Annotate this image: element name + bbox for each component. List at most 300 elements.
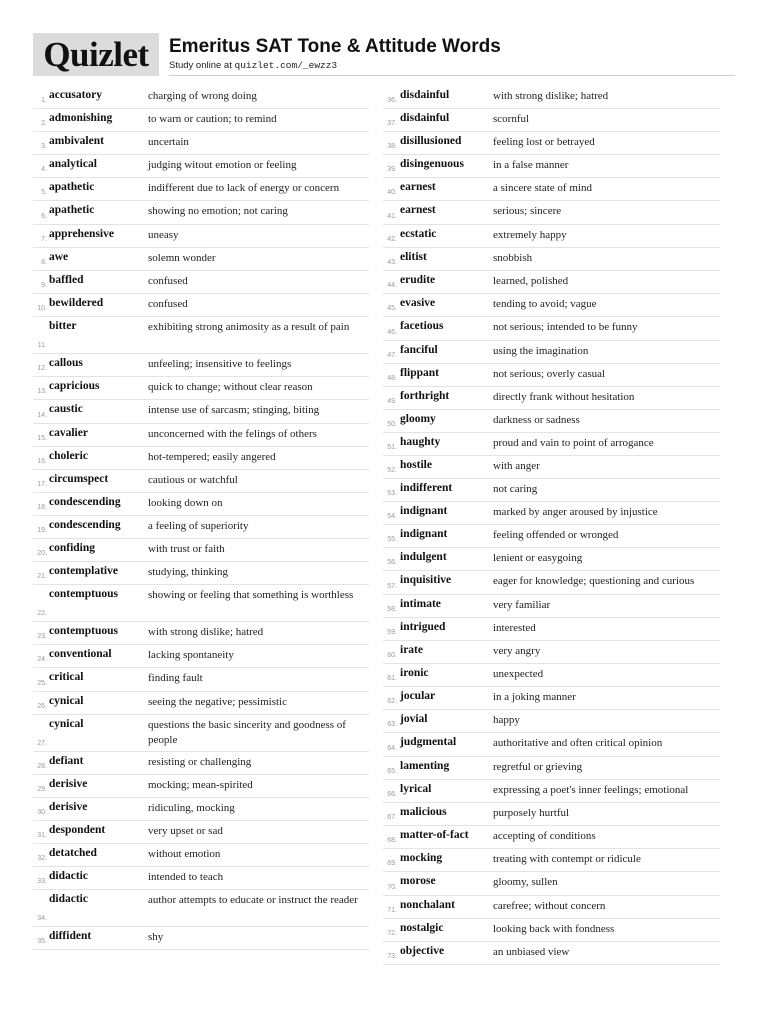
term-definition: carefree; without concern [493,900,606,912]
term-row [33,201,369,225]
term-row [33,377,369,400]
term-word: cynical [49,695,84,707]
term-definition: proud and vain to point of arrogance [493,437,654,449]
term-word: bitter [49,320,77,332]
term-word: choleric [49,450,88,462]
term-number: 40. [387,189,397,196]
term-definition: tending to avoid; vague [493,298,597,310]
term-word: morose [400,875,436,887]
term-definition: in a false manner [493,159,569,171]
term-row [383,919,720,942]
term-word: caustic [49,403,83,415]
term-definition: studying, thinking [148,566,229,578]
term-number: 13. [37,388,47,395]
term-number: 69. [387,860,397,867]
term-row [383,132,720,155]
term-word: nonchalant [400,899,455,911]
term-number: 26. [37,703,47,710]
term-row [383,317,720,341]
term-word: contemptuous [49,588,119,600]
term-definition: accepting of conditions [493,830,596,842]
term-word: contemplative [49,565,118,577]
term-number: 9. [41,282,47,289]
term-word: didactic [49,870,88,882]
term-number: 59. [387,629,397,636]
term-row [33,493,369,516]
term-definition: lenient or easygoing [493,552,583,564]
term-word: intimate [400,598,441,610]
term-number: 46. [387,329,397,336]
term-row [383,710,720,733]
term-word: defiant [49,755,84,767]
term-row [33,867,369,890]
term-row [383,86,720,109]
term-definition: showing no emotion; not caring [148,205,288,217]
term-definition: serious; sincere [493,205,562,217]
term-row [33,844,369,867]
term-definition: using the imagination [493,345,589,357]
term-row [33,447,369,470]
term-number: 11. [37,342,47,349]
term-definition: in a joking manner [493,691,576,703]
term-row [383,294,720,317]
term-definition: with trust or faith [148,543,225,555]
term-row [383,733,720,757]
term-definition: resisting or challenging [148,756,252,768]
term-row [383,803,720,826]
term-word: accusatory [49,89,103,101]
term-word: cavalier [49,427,88,439]
term-number: 30. [37,809,47,816]
term-row [33,225,369,248]
term-number: 8. [41,259,47,266]
term-row [383,849,720,872]
page-title: Emeritus SAT Tone & Attitude Words [169,36,501,57]
term-number: 33. [37,878,47,885]
term-number: 47. [387,352,397,359]
term-definition: with strong dislike; hatred [148,626,264,638]
term-row [383,271,720,294]
term-number: 31. [37,832,47,839]
term-definition: very upset or sad [148,825,223,837]
term-definition: cautious or watchful [148,474,238,486]
term-number: 44. [387,282,397,289]
term-word: admonishing [49,112,113,124]
term-word: ecstatic [400,228,437,240]
term-row [33,132,369,155]
term-word: contemptuous [49,625,119,637]
term-row [383,364,720,387]
term-definition: gloomy, sullen [493,876,558,888]
term-number: 43. [387,259,397,266]
term-definition: solemn wonder [148,252,216,264]
term-number: 5. [41,189,47,196]
term-number: 62. [387,698,397,705]
term-number: 10. [37,305,47,312]
term-number: 72. [387,930,397,937]
term-definition: very angry [493,645,541,657]
term-row [33,585,369,622]
term-definition: an unbiased view [493,946,570,958]
term-definition: darkness or sadness [493,414,580,426]
term-word: indulgent [400,551,447,563]
term-number: 4. [41,166,47,173]
term-row [383,341,720,364]
term-definition: learned, polished [493,275,569,287]
term-row [383,664,720,687]
term-word: disingenuous [400,158,464,170]
term-definition: hot-tempered; easily angered [148,451,276,463]
term-definition: to warn or caution; to remind [148,113,277,125]
term-definition: marked by anger aroused by injustice [493,506,658,518]
term-definition: not serious; intended to be funny [493,321,638,333]
term-definition: looking down on [148,497,223,509]
term-word: malicious [400,806,447,818]
term-definition: authoritative and often critical opinion [493,737,663,749]
term-number: 32. [37,855,47,862]
term-number: 39. [387,166,397,173]
term-definition: treating with contempt or ridicule [493,853,641,865]
term-row [33,539,369,562]
term-word: baffled [49,274,84,286]
term-word: didactic [49,893,88,905]
term-word: lyrical [400,783,432,795]
term-word: indifferent [400,482,453,494]
term-row [33,354,369,377]
term-definition: charging of wrong doing [148,90,257,102]
term-word: conventional [49,648,112,660]
term-word: derisive [49,801,88,813]
term-row [33,562,369,585]
term-definition: unexpected [493,668,544,680]
term-word: disdainful [400,112,450,124]
term-word: jocular [400,690,436,702]
term-word: ambivalent [49,135,104,147]
term-number: 28. [37,763,47,770]
term-word: erudite [400,274,436,286]
term-row [383,780,720,803]
term-row [33,317,369,354]
logo-text: Quizlet [43,35,149,74]
quizlet-logo[interactable] [33,33,159,76]
term-word: callous [49,357,83,369]
term-word: apprehensive [49,228,114,240]
term-word: confiding [49,542,96,554]
term-definition: seeing the negative; pessimistic [148,696,287,708]
term-number: 45. [387,305,397,312]
term-definition: expressing a poet's inner feelings; emotional [493,784,689,796]
term-number: 50. [387,421,397,428]
term-row [33,645,369,668]
term-row [383,618,720,641]
term-number: 54. [387,513,397,520]
term-word: haughty [400,436,441,448]
term-word: disillusioned [400,135,462,147]
term-number: 21. [37,573,47,580]
term-row [33,86,369,109]
term-definition: without emotion [148,848,221,860]
term-definition: directly frank without hesitation [493,391,635,403]
term-word: irate [400,644,423,656]
term-number: 15. [37,435,47,442]
term-number: 27. [37,740,47,747]
term-row [383,433,720,456]
term-word: bewildered [49,297,104,309]
term-definition: questions the basic sincerity and goodness of people [148,719,346,746]
term-number: 49. [387,398,397,405]
term-definition: uneasy [148,229,179,241]
term-number: 14. [37,412,47,419]
term-definition: a sincere state of mind [493,182,592,194]
term-row [383,757,720,780]
term-number: 58. [387,606,397,613]
term-definition: author attempts to educate or instruct the reader [148,894,358,906]
term-word: diffident [49,930,92,942]
term-word: apathetic [49,204,95,216]
term-row [383,502,720,525]
term-definition: indifferent due to lack of energy or concern [148,182,340,194]
term-number: 68. [387,837,397,844]
term-number: 6. [41,213,47,220]
term-number: 12. [37,365,47,372]
term-number: 2. [41,120,47,127]
term-number: 17. [37,481,47,488]
term-row [33,798,369,821]
term-row [33,109,369,132]
term-number: 63. [387,721,397,728]
term-definition: interested [493,622,536,634]
term-word: elitist [400,251,427,263]
term-row [383,942,720,965]
term-number: 23. [37,633,47,640]
term-word: jovial [400,713,428,725]
term-definition: quick to change; without clear reason [148,381,313,393]
term-word: disdainful [400,89,450,101]
term-row [383,687,720,710]
term-word: flippant [400,367,439,379]
term-row [33,692,369,715]
term-number: 19. [37,527,47,534]
term-number: 65. [387,768,397,775]
term-definition: a feeling of superiority [148,520,249,532]
term-word: lamenting [400,760,450,772]
term-number: 25. [37,680,47,687]
term-number: 42. [387,236,397,243]
term-number: 41. [387,213,397,220]
term-number: 24. [37,656,47,663]
term-number: 66. [387,791,397,798]
term-definition: intense use of sarcasm; stinging, biting [148,404,320,416]
term-number: 73. [387,953,397,960]
term-word: awe [49,251,69,263]
term-word: despondent [49,824,106,836]
term-definition: confused [148,298,188,310]
term-row [33,890,369,927]
term-number: 7. [41,236,47,243]
term-definition: unfeeling; insensitive to feelings [148,358,292,370]
term-word: intrigued [400,621,446,633]
term-row [383,387,720,410]
term-word: analytical [49,158,97,170]
term-definition: showing or feeling that something is worthless [148,589,354,601]
term-number: 35. [37,938,47,945]
term-number: 48. [387,375,397,382]
term-definition: uncertain [148,136,189,148]
term-row [33,178,369,201]
term-row [33,294,369,317]
term-number: 22. [37,610,47,617]
term-row [33,821,369,844]
term-number: 51. [387,444,397,451]
term-definition: with strong dislike; hatred [493,90,609,102]
term-number: 34. [37,915,47,922]
term-definition: confused [148,275,188,287]
term-word: gloomy [400,413,436,425]
term-row [383,410,720,433]
term-row [33,927,369,950]
term-row [33,400,369,424]
term-word: detatched [49,847,97,859]
term-word: nostalgic [400,922,444,934]
term-row [383,641,720,664]
term-definition: very familiar [493,599,551,611]
term-number: 3. [41,143,47,150]
term-word: facetious [400,320,444,332]
term-number: 57. [387,583,397,590]
term-definition: with anger [493,460,540,472]
term-row [383,109,720,132]
term-row [33,516,369,539]
term-word: indignant [400,505,448,517]
term-definition: extremely happy [493,229,567,241]
term-word: apathetic [49,181,95,193]
term-word: matter-of-fact [400,829,469,841]
term-word: objective [400,945,445,957]
term-word: judgmental [400,736,457,748]
term-definition: not serious; overly casual [493,368,606,380]
term-row [383,525,720,548]
term-number: 20. [37,550,47,557]
term-number: 70. [387,884,397,891]
term-word: condescending [49,496,121,508]
term-row [383,595,720,618]
term-definition: happy [493,714,520,726]
term-row [383,548,720,571]
term-row [33,668,369,692]
term-row [383,155,720,178]
term-row [383,178,720,201]
term-definition: shy [148,931,164,943]
term-number: 61. [387,675,397,682]
term-word: forthright [400,390,450,402]
term-word: derisive [49,778,88,790]
study-online-line [169,60,337,71]
term-row [33,424,369,447]
term-number: 67. [387,814,397,821]
term-definition: judging witout emotion or feeling [148,159,297,171]
term-word: condescending [49,519,121,531]
term-definition: feeling offended or wronged [493,529,619,541]
term-definition: looking back with fondness [493,923,615,935]
term-number: 1. [41,97,47,104]
term-word: critical [49,671,84,683]
term-definition: mocking; mean-spirited [148,779,253,791]
term-row [33,155,369,178]
term-number: 71. [387,907,397,914]
term-definition: purposely hurtful [493,807,570,819]
term-definition: lacking spontaneity [148,649,234,661]
term-word: mocking [400,852,443,864]
term-word: fanciful [400,344,438,356]
term-number: 18. [37,504,47,511]
term-definition: finding fault [148,672,203,684]
term-number: 60. [387,652,397,659]
term-definition: not caring [493,483,538,495]
term-row [383,456,720,479]
term-row [383,896,720,919]
term-definition: regretful or grieving [493,761,583,773]
term-row [33,775,369,798]
term-definition: unconcerned with the felings of others [148,428,317,440]
term-word: inquisitive [400,574,452,586]
term-number: 52. [387,467,397,474]
term-definition: feeling lost or betrayed [493,136,595,148]
term-row [383,571,720,595]
term-word: hostile [400,459,432,471]
term-row [33,752,369,775]
term-list-left [33,86,369,950]
term-word: evasive [400,297,436,309]
term-row [383,225,720,248]
term-word: earnest [400,181,436,193]
term-word: earnest [400,204,436,216]
term-definition: eager for knowledge; questioning and curious [493,575,695,587]
term-row [383,872,720,896]
term-number: 56. [387,559,397,566]
term-row [383,201,720,225]
term-number: 64. [387,745,397,752]
term-row [33,622,369,645]
term-number: 55. [387,536,397,543]
study-online-label: Study online at [169,60,232,71]
term-list-right [383,86,720,965]
term-number: 36. [387,97,397,104]
term-word: ironic [400,667,429,679]
term-row [33,470,369,493]
term-definition: ridiculing, mocking [148,802,235,814]
term-definition: scornful [493,113,530,125]
term-word: cynical [49,718,84,730]
term-row [33,248,369,271]
term-definition: exhibiting strong animosity as a result of pain [148,321,350,333]
term-row [383,826,720,849]
term-word: indignant [400,528,448,540]
term-row [33,715,369,752]
term-number: 37. [387,120,397,127]
study-url-link[interactable]: quizlet.com/_ewzz3 [234,60,338,71]
term-number: 38. [387,143,397,150]
term-number: 53. [387,490,397,497]
term-row [383,248,720,271]
term-row [383,479,720,502]
term-number: 29. [37,786,47,793]
term-row [33,271,369,294]
term-definition: snobbish [493,252,533,264]
header-divider [169,75,735,76]
term-word: capricious [49,380,100,392]
term-definition: intended to teach [148,871,224,883]
term-number: 16. [37,458,47,465]
